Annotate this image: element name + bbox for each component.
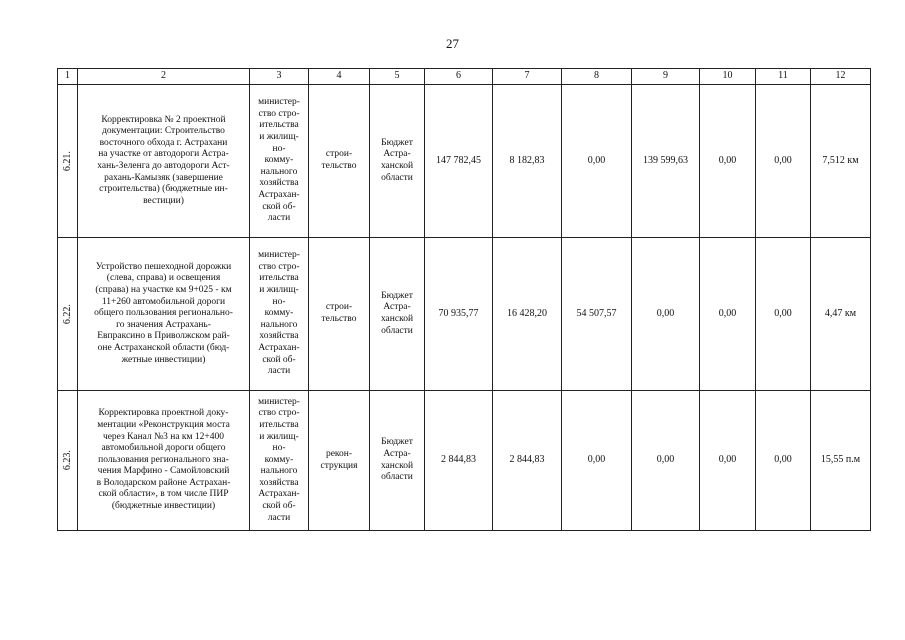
funding-source: Бюджет Астра- ханской области bbox=[380, 437, 414, 483]
row-number-cell bbox=[58, 391, 78, 531]
page-number: 27 bbox=[446, 36, 459, 51]
value-col-8: 54 507,57 bbox=[562, 238, 632, 391]
value-col-8: 0,00 bbox=[562, 391, 632, 531]
value-col-10: 0,00 bbox=[700, 85, 756, 238]
work-type-cell bbox=[309, 391, 370, 531]
funding-source-cell bbox=[370, 391, 425, 531]
capacity-value: 7,512 км bbox=[811, 85, 871, 238]
customer: министер- ство стро- ительства и жилищ- но- комму- нального хозяйства Астрахан- ской об- ласти bbox=[258, 396, 300, 523]
object-name-cell bbox=[78, 238, 250, 391]
customer-cell bbox=[250, 85, 309, 238]
customer-cell bbox=[250, 391, 309, 531]
col-header-11: 11 bbox=[756, 69, 811, 85]
row-number-cell bbox=[58, 85, 78, 238]
work-type: строи- тельство bbox=[321, 149, 357, 171]
funding-source-cell bbox=[370, 238, 425, 391]
object-name: Корректировка проектной доку- ментации «Реконструкция моста через Канал №3 на км 12+400 автомобильной дороги общего пользования регионального зна- чения Марфино - Самойловский в Володарском районе Астрахан- ской области», в том числе ПИР (бюджетные инвестиции) bbox=[96, 408, 231, 512]
capacity-value: 15,55 п.м bbox=[811, 391, 871, 531]
table-row bbox=[58, 391, 871, 531]
funding-source: Бюджет Астра- ханской области bbox=[380, 137, 414, 183]
row-number-cell bbox=[58, 238, 78, 391]
value-col-9: 0,00 bbox=[632, 391, 700, 531]
col-header-3: 3 bbox=[250, 69, 309, 85]
col-header-12: 12 bbox=[811, 69, 871, 85]
col-header-4: 4 bbox=[309, 69, 370, 85]
value-col-10: 0,00 bbox=[700, 391, 756, 531]
col-header-7: 7 bbox=[493, 69, 562, 85]
object-name-cell bbox=[78, 85, 250, 238]
value-col-11: 0,00 bbox=[756, 238, 811, 391]
header-row bbox=[58, 69, 871, 85]
col-header-1: 1 bbox=[58, 69, 78, 85]
row-number: 6.22. bbox=[61, 303, 73, 324]
col-header-10: 10 bbox=[700, 69, 756, 85]
value-col-9: 0,00 bbox=[632, 238, 700, 391]
table-row bbox=[58, 238, 871, 391]
capacity-value: 4,47 км bbox=[811, 238, 871, 391]
col-header-2: 2 bbox=[78, 69, 250, 85]
value-col-9: 139 599,63 bbox=[632, 85, 700, 238]
funding-source: Бюджет Астра- ханской области bbox=[380, 290, 414, 336]
col-header-5: 5 bbox=[370, 69, 425, 85]
value-col-11: 0,00 bbox=[756, 85, 811, 238]
work-type-cell bbox=[309, 85, 370, 238]
value-col-7: 8 182,83 bbox=[493, 85, 562, 238]
value-col-6: 2 844,83 bbox=[425, 391, 493, 531]
row-number: 6.21. bbox=[61, 150, 73, 171]
value-col-7: 16 428,20 bbox=[493, 238, 562, 391]
funding-source-cell bbox=[370, 85, 425, 238]
value-col-11: 0,00 bbox=[756, 391, 811, 531]
object-name: Корректировка № 2 проектной документации: Строительство восточного обхода г. Астрахани на участке от автодороги Астра- хань-Зеленга до автодороги Аст- рахань-Камызяк (завершение строительства) (бюджетные ин- вестиции) bbox=[97, 114, 230, 206]
row-number: 6.23. bbox=[61, 450, 73, 471]
object-name: Устройство пешеходной дорожки (слева, справа) и освещения (справа) на участке км 9+025 - км 11+260 автомобильной дороги общего пользования регионально- го значения Астрахань- Евпраксино в Приволжском рай- оне Астраханской области (бюд- жетные инвестиции) bbox=[94, 261, 233, 365]
value-col-8: 0,00 bbox=[562, 85, 632, 238]
customer: министер- ство стро- ительства и жилищ- но- комму- нального хозяйства Астрахан- ской об- ласти bbox=[258, 97, 300, 224]
col-header-8: 8 bbox=[562, 69, 632, 85]
customer: министер- ство стро- ительства и жилищ- но- комму- нального хозяйства Астрахан- ской об- ласти bbox=[258, 250, 300, 377]
col-header-9: 9 bbox=[632, 69, 700, 85]
work-type: рекон- струкция bbox=[320, 448, 358, 471]
investment-table bbox=[57, 68, 871, 531]
col-header-6: 6 bbox=[425, 69, 493, 85]
value-col-10: 0,00 bbox=[700, 238, 756, 391]
object-name-cell bbox=[78, 391, 250, 531]
work-type-cell bbox=[309, 238, 370, 391]
customer-cell bbox=[250, 238, 309, 391]
value-col-6: 70 935,77 bbox=[425, 238, 493, 391]
value-col-6: 147 782,45 bbox=[425, 85, 493, 238]
table-row bbox=[58, 85, 871, 238]
work-type: строи- тельство bbox=[321, 302, 357, 324]
value-col-7: 2 844,83 bbox=[493, 391, 562, 531]
